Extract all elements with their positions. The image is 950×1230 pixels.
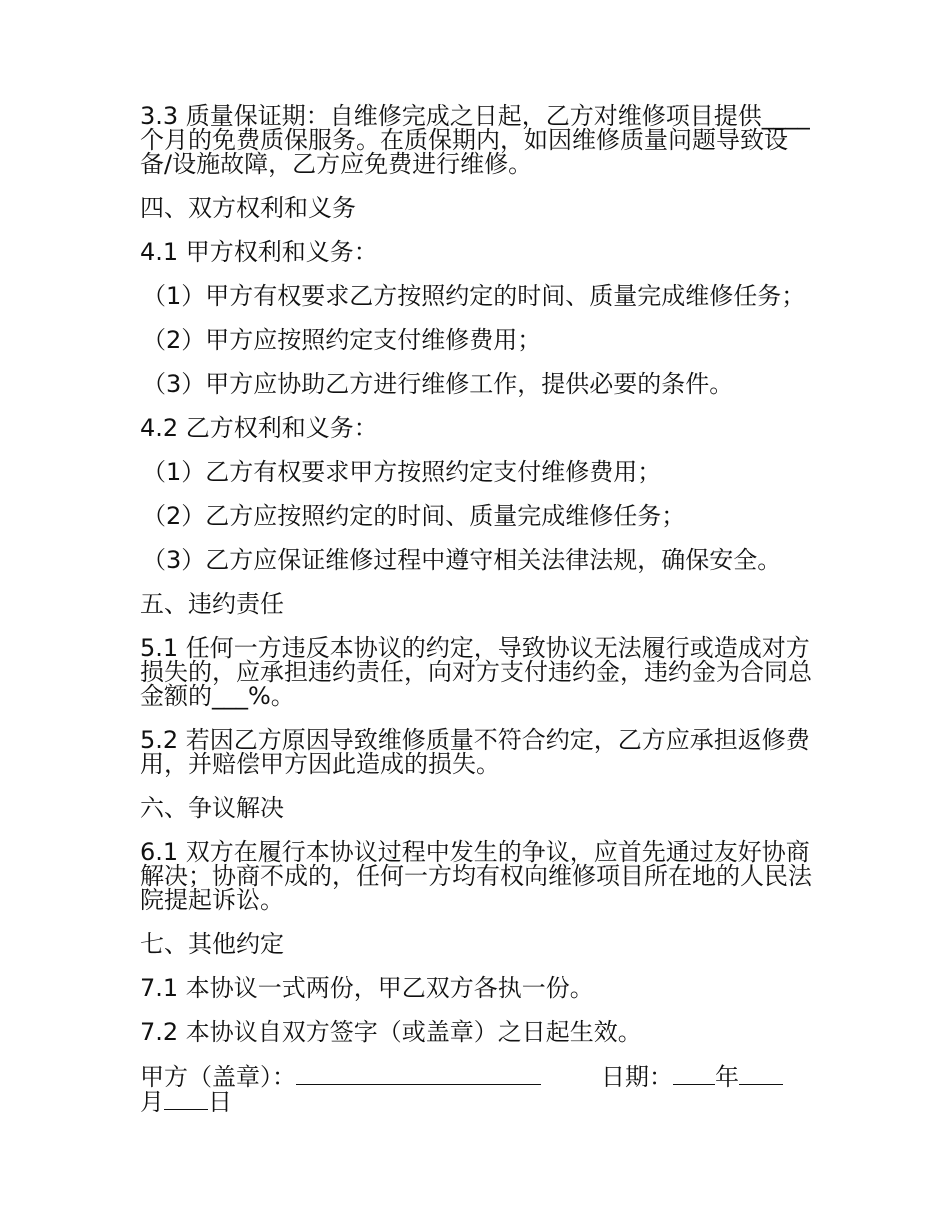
clause-7-1: 7.1 本协议一式两份，甲乙双方各执一份。 (140, 974, 594, 1002)
clause-7-2: 7.2 本协议自双方签字（或盖章）之日起生效。 (140, 1018, 642, 1046)
day-blank[interactable] (164, 1089, 208, 1110)
year-label: 年 (715, 1063, 739, 1091)
party-a-seal-label: 甲方（盖章）： (140, 1063, 296, 1091)
date-label: 日期： (601, 1063, 673, 1091)
clause-4-2: 4.2 乙方权利和义务： (140, 414, 378, 442)
section-heading-4: 四、双方权利和义务 (140, 194, 356, 222)
party-a-seal-blank[interactable] (296, 1064, 541, 1085)
section-heading-6: 六、争议解决 (140, 794, 284, 822)
clause-6-1: 6.1 双方在履行本协议过程中发生的争议，应首先通过友好协商解决；协商不成的，任何一方均有权向维修项目所在地的人民法院提起诉讼。 (140, 838, 812, 914)
document-page (140, 104, 820, 1114)
clause-4-2-item-2: （2）乙方应按照约定的时间、质量完成维修任务； (142, 502, 686, 530)
clause-4-1-item-3: （3）甲方应协助乙方进行维修工作，提供必要的条件。 (142, 370, 734, 398)
clause-4-1-item-1: （1）甲方有权要求乙方按照约定的时间、质量完成维修任务； (142, 282, 806, 310)
day-label: 日 (208, 1088, 232, 1116)
clause-4-1-item-2: （2）甲方应按照约定支付维修费用； (142, 326, 542, 354)
section-heading-5: 五、违约责任 (140, 590, 284, 618)
clause-5-1: 5.1 任何一方违反本协议的约定，导致协议无法履行或造成对方损失的，应承担违约责任，向对方支付违约金，违约金为合同总金额的___%。 (140, 634, 812, 710)
year-blank[interactable] (673, 1064, 715, 1085)
clause-4-2-item-3: （3）乙方应保证维修过程中遵守相关法律法规，确保安全。 (142, 546, 782, 574)
clause-3-3: 3.3 质量保证期：自维修完成之日起，乙方对维修项目提供____个月的免费质保服务。在质保期内，如因维修质量问题导致设备/设施故障，乙方应免费进行维修。 (140, 102, 810, 178)
clause-5-2: 5.2 若因乙方原因导致维修质量不符合约定，乙方应承担返修费用，并赔偿甲方因此造成的损失。 (140, 726, 810, 778)
month-blank[interactable] (739, 1064, 783, 1085)
clause-4-1: 4.1 甲方权利和义务： (140, 238, 378, 266)
section-heading-7: 七、其他约定 (140, 930, 284, 958)
signature-line (140, 1064, 820, 1114)
month-label: 月 (140, 1088, 164, 1116)
clause-4-2-item-1: （1）乙方有权要求甲方按照约定支付维修费用； (142, 458, 662, 486)
